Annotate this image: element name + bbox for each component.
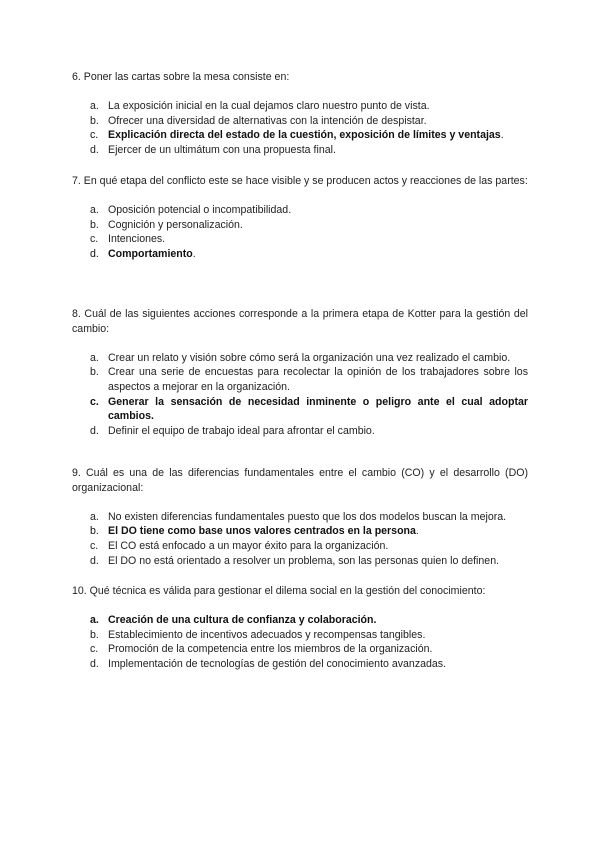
option-letter: a.: [90, 614, 99, 627]
option-text: Comportamiento: [108, 247, 193, 260]
option-text: Implementación de tecnologías de gestión del conocimiento avanzadas.: [108, 657, 447, 670]
option: [72, 143, 528, 158]
option-text: Creación de una cultura de confianza y colaboración.: [108, 614, 377, 627]
option-text: No existen diferencias fundamentales puesto que los dos modelos buscan la mejora.: [108, 510, 507, 523]
option: [72, 554, 528, 569]
option: [72, 628, 528, 643]
option-letter: d.: [90, 143, 99, 156]
question-text: 6. Poner las cartas sobre la mesa consiste en:: [72, 71, 290, 83]
option-text: El CO está enfocado a un mayor éxito para la organización.: [108, 539, 389, 552]
option: [72, 232, 528, 247]
question-text: 8. Cuál de las siguientes acciones corresponde a la primera etapa de Kotter para la gestión del cambio:: [72, 308, 528, 335]
option-suffix: .: [415, 525, 419, 538]
option-correct: [72, 613, 528, 628]
question-7: [72, 174, 528, 262]
option-text: Cognición y personalización.: [108, 218, 243, 231]
option-letter: b.: [90, 525, 99, 538]
option: [72, 424, 528, 439]
question-text: 7. En qué etapa del conflicto este se hace visible y se producen actos y reacciones de las partes:: [72, 175, 528, 187]
option-letter: b.: [90, 366, 99, 379]
question-9: [72, 466, 528, 568]
question-10: [72, 584, 528, 672]
option: [72, 657, 528, 672]
option-text: Crear un relato y visión sobre cómo será la organización una vez realizado el cambio.: [108, 351, 511, 364]
option-letter: c.: [90, 395, 99, 408]
option: [72, 114, 528, 129]
option-suffix: .: [192, 247, 196, 260]
option-text: El DO no está orientado a resolver un problema, son las personas quien lo definen.: [108, 554, 500, 567]
option: [72, 510, 528, 525]
option: [72, 203, 528, 218]
option-correct: [72, 247, 528, 262]
option-letter: b.: [90, 114, 99, 127]
option-text: Ofrecer una diversidad de alternativas con la intención de despistar.: [108, 114, 427, 127]
option-suffix: .: [500, 129, 504, 142]
option-letter: c.: [90, 129, 99, 142]
option-letter: c.: [90, 539, 99, 552]
option-text: La exposición inicial en la cual dejamos claro nuestro punto de vista.: [108, 100, 430, 113]
option-letter: c.: [90, 643, 99, 656]
options-list: [72, 613, 528, 671]
option-letter: a.: [90, 100, 99, 113]
option-letter: b.: [90, 218, 99, 231]
option-correct: [72, 524, 528, 539]
option-text: Oposición potencial o incompatibilidad.: [108, 204, 292, 217]
question-6: [72, 70, 528, 158]
option-text: Explicación directa del estado de la cuestión, exposición de límites y ventajas: [108, 129, 501, 142]
option-letter: a.: [90, 204, 99, 217]
options-list: [72, 99, 528, 157]
option-text: Intenciones.: [108, 233, 166, 246]
option-text: Ejercer de un ultimátum con una propuesta final.: [108, 143, 336, 156]
option: [72, 642, 528, 657]
option: [72, 218, 528, 233]
option-letter: a.: [90, 510, 99, 523]
option-text: Crear una serie de encuestas para recolectar la opinión de los trabajadores sobre los aspectos a mejorar en la organización.: [108, 366, 528, 393]
option-text: Definir el equipo de trabajo ideal para afrontar el cambio.: [108, 424, 375, 437]
option-text: Promoción de la competencia entre los miembros de la organización.: [108, 643, 433, 656]
option-letter: a.: [90, 351, 99, 364]
option: [72, 365, 528, 394]
option-text: El DO tiene como base unos valores centrados en la persona: [108, 525, 416, 538]
question-8: [72, 307, 528, 438]
option-letter: b.: [90, 628, 99, 641]
options-list: [72, 351, 528, 439]
option-letter: d.: [90, 247, 99, 260]
option-text: Establecimiento de incentivos adecuados y recompensas tangibles.: [108, 628, 426, 641]
options-list: [72, 510, 528, 568]
option: [72, 99, 528, 114]
option-text: Generar la sensación de necesidad inminente o peligro ante el cual adoptar cambios.: [108, 395, 528, 423]
question-text: 9. Cuál es una de las diferencias fundamentales entre el cambio (CO) y el desarrollo (DO) organizacional:: [72, 467, 528, 494]
options-list: [72, 203, 528, 261]
option-correct: [72, 128, 528, 143]
option: [72, 539, 528, 554]
option-letter: d.: [90, 424, 99, 437]
option-letter: d.: [90, 657, 99, 670]
option: [72, 351, 528, 366]
option-letter: c.: [90, 233, 99, 246]
option-letter: d.: [90, 554, 99, 567]
question-text: 10. Qué técnica es válida para gestionar el dilema social en la gestión del conocimiento:: [72, 585, 486, 597]
option-correct: [72, 395, 528, 424]
